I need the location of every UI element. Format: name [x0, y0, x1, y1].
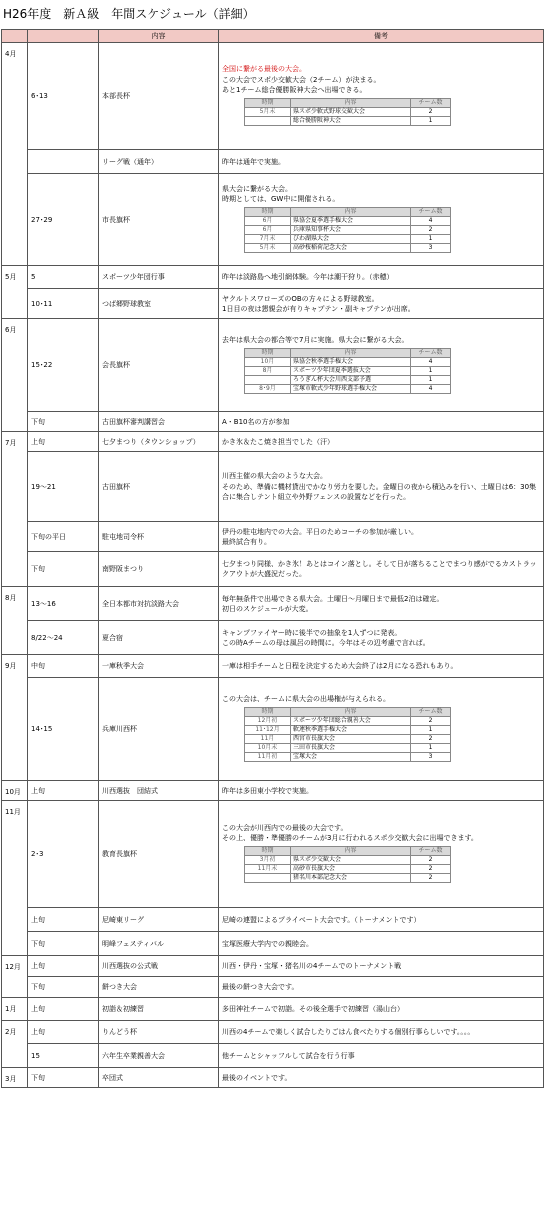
note-cell: [219, 319, 544, 412]
table-row: [2, 998, 544, 1021]
event-cell: 一庫秋季大会: [99, 655, 219, 678]
sub-cell: 2: [411, 226, 451, 235]
sub-table: [244, 98, 451, 126]
note-cell: [219, 150, 544, 174]
sub-table-row: [245, 226, 451, 235]
event-cell: 南野阪まつり: [99, 552, 219, 587]
event-cell: 六年生卒業親善大会: [99, 1044, 219, 1068]
sub-table-header: [245, 98, 451, 107]
table-row: [2, 319, 544, 412]
sub-cell: 2: [411, 874, 451, 883]
note-line: 宝塚医療大学内での親睦会。: [222, 939, 313, 948]
note-line: そのため、準備に機材貸出でかなり労力を要した。金曜日の夜から積込みを行い、土曜日は6：30集合に集合しテント組立や外野フェンスの設置などを行った。: [222, 482, 537, 501]
note-cell: [219, 432, 544, 452]
note-line: 七夕まつり同様、かき氷！あとはコイン落とし。そして日が落ちることでまつり感がでるカストラックアウトが大盛況だった。: [222, 560, 537, 579]
event-cell: 兵庫川西杯: [99, 678, 219, 781]
sub-cell: 10月: [245, 357, 291, 366]
header-content: 内容: [99, 30, 219, 43]
header-note: 備考: [219, 30, 544, 43]
date-cell: 19～21: [28, 452, 99, 522]
sub-cell: 1: [411, 235, 451, 244]
sub-header-cell: 時期: [245, 708, 291, 717]
note-cell: [219, 522, 544, 552]
date-cell: 15･22: [28, 319, 99, 412]
sub-cell: 5月末: [245, 244, 291, 253]
event-cell: りんどう杯: [99, 1021, 219, 1044]
note-line: 多田神社チームで初詣。その後全選手で初練習（湯山台）: [222, 1005, 404, 1014]
sub-cell: 10月末: [245, 744, 291, 753]
sub-table-row: [245, 366, 451, 375]
event-cell: 会長旗杯: [99, 319, 219, 412]
sub-cell: 4: [411, 357, 451, 366]
date-cell: 5: [28, 266, 99, 289]
sub-cell: [245, 874, 291, 883]
month-cell: 6月: [2, 319, 28, 432]
sub-table-row: [245, 856, 451, 865]
date-cell: [28, 150, 99, 174]
date-cell: 6･13: [28, 43, 99, 150]
note-line: 伊丹の駐屯地内での大会。平日のためコーチの参加が厳しい。: [222, 527, 418, 536]
note-cell: [219, 977, 544, 998]
sub-table-header: [245, 847, 451, 856]
table-row: [2, 522, 544, 552]
event-cell: リーグ戦（通年）: [99, 150, 219, 174]
table-row: [2, 1021, 544, 1044]
table-row: [2, 432, 544, 452]
sub-header-cell: 時期: [245, 208, 291, 217]
note-line: 時期としては、GW中に開催される。: [222, 195, 340, 204]
header-date: [28, 30, 99, 43]
note-cell: [219, 174, 544, 266]
sub-cell: 8･9月: [245, 384, 291, 393]
date-cell: 中旬: [28, 655, 99, 678]
event-cell: 古田旗杯: [99, 452, 219, 522]
sub-cell: 県協会秋季選手権大会: [291, 357, 411, 366]
sub-table: [244, 846, 451, 883]
note-line: 川西主催の県大会のような大会。: [222, 472, 327, 481]
note-cell: [219, 781, 544, 801]
sub-cell: 1: [411, 726, 451, 735]
month-cell: 10月: [2, 781, 28, 801]
sub-cell: 宝塚大会: [291, 753, 411, 762]
note-line: 初日のスケジュールが大変。: [222, 604, 313, 613]
note-cell: [219, 452, 544, 522]
sub-header-cell: 内容: [291, 348, 411, 357]
sub-table-row: [245, 235, 451, 244]
sub-table-row: [245, 865, 451, 874]
event-cell: 夏合宿: [99, 621, 219, 655]
sub-table-row: [245, 384, 451, 393]
sub-table-row: [245, 717, 451, 726]
sub-cell: 11月初: [245, 753, 291, 762]
sub-cell: 猪名川本部記念大会: [291, 874, 411, 883]
event-cell: 餅つき大会: [99, 977, 219, 998]
table-row: [2, 587, 544, 621]
sub-header-cell: チーム数: [411, 98, 451, 107]
note-line: 尼崎の連盟によるプライベート大会です。（トーナメントです）: [222, 915, 421, 924]
table-row: [2, 977, 544, 998]
date-cell: 下旬: [28, 552, 99, 587]
note-line: 他チームとシャッフルして試合を行う行事: [222, 1051, 355, 1060]
note-cell: [219, 908, 544, 932]
event-cell: 古田旗杯審判講習会: [99, 412, 219, 432]
event-cell: 駐屯地司令杯: [99, 522, 219, 552]
sub-cell: 2: [411, 856, 451, 865]
table-row: [2, 452, 544, 522]
date-cell: 上旬: [28, 1021, 99, 1044]
note-line: 昨年は淡路島へ地引網体験。今年は潮干狩り。（赤穂）: [222, 273, 394, 282]
sub-cell: 11･12月: [245, 726, 291, 735]
event-cell: 本部長杯: [99, 43, 219, 150]
table-row: [2, 552, 544, 587]
table-row: [2, 932, 544, 956]
note-line: この大会が川西内での最後の大会です。: [222, 824, 348, 832]
sub-cell: 4: [411, 217, 451, 226]
note-cell: [219, 678, 544, 781]
sub-table: [244, 348, 451, 394]
month-cell: 7月: [2, 432, 28, 587]
sub-table: [244, 207, 451, 253]
sub-cell: 1: [411, 116, 451, 125]
sub-cell: 2: [411, 735, 451, 744]
event-cell: スポーツ少年団行事: [99, 266, 219, 289]
event-cell: 卒団式: [99, 1068, 219, 1088]
table-row: [2, 781, 544, 801]
sub-cell: スポーツ少年団総合親善大会: [291, 717, 411, 726]
sub-cell: 西宮市長旗大会: [291, 735, 411, 744]
sub-table-row: [245, 744, 451, 753]
note-cell: [219, 587, 544, 621]
table-row: [2, 621, 544, 655]
event-cell: 教育長旗杯: [99, 801, 219, 908]
date-cell: 下旬: [28, 977, 99, 998]
sub-table-row: [245, 116, 451, 125]
note-cell: [219, 266, 544, 289]
table-row: [2, 43, 544, 150]
sub-cell: 高砂桜稲荷記念大会: [291, 244, 411, 253]
date-cell: 下旬: [28, 932, 99, 956]
note-line: その上、優勝・準優勝のチームが3月に行われるスポ少交歓大会に出場できます。: [222, 834, 478, 843]
sub-table-row: [245, 217, 451, 226]
date-cell: 下旬: [28, 1068, 99, 1088]
date-cell: 13～16: [28, 587, 99, 621]
note-line: 去年は県大会の都合等で7月に実施。県大会に繋がる大会。: [222, 335, 409, 344]
event-cell: つば郷野球教室: [99, 289, 219, 319]
sub-cell: 県協会夏季選手権大会: [291, 217, 411, 226]
month-cell: 2月: [2, 1021, 28, 1068]
sub-cell: 2: [411, 865, 451, 874]
sub-cell: 三田市長旗大会: [291, 744, 411, 753]
sub-cell: 1: [411, 375, 451, 384]
table-row: [2, 412, 544, 432]
month-cell: 1月: [2, 998, 28, 1021]
note-line: ヤクルトスワローズのOBの方々による野球教室。: [222, 294, 379, 303]
sub-table-row: [245, 874, 451, 883]
table-row: [2, 1044, 544, 1068]
date-cell: 上旬: [28, 781, 99, 801]
note-cell: [219, 998, 544, 1021]
month-cell: 12月: [2, 956, 28, 998]
sub-cell: 11月末: [245, 865, 291, 874]
sub-cell: 8月: [245, 366, 291, 375]
month-cell: 4月: [2, 43, 28, 266]
sub-cell: 県スポ少交歓大会: [291, 856, 411, 865]
note-cell: [219, 956, 544, 977]
sub-cell: 宝塚市軟式少年野球選手権大会: [291, 384, 411, 393]
note-line: 毎年無条件で出場できる県大会。土曜日～月曜日まで最低2泊は確定。: [222, 594, 444, 603]
sub-cell: 2: [411, 107, 451, 116]
note-line: 昨年は通年で実施。: [222, 157, 285, 166]
month-cell: 5月: [2, 266, 28, 319]
sub-cell: 12月初: [245, 717, 291, 726]
table-row: [2, 655, 544, 678]
note-cell: [219, 289, 544, 319]
note-cell: [219, 1044, 544, 1068]
event-cell: 尼崎東リーグ: [99, 908, 219, 932]
note-line: この時Aチームの母は風呂の時間に。今年はその辺考慮で言れば。: [222, 638, 430, 647]
sub-table-row: [245, 357, 451, 366]
header-month: [2, 30, 28, 43]
sub-cell: びわ湖県大会: [291, 235, 411, 244]
sub-cell: ろうぎん杯大会川西支部予選: [291, 375, 411, 384]
sub-table-row: [245, 244, 451, 253]
sub-header-cell: 内容: [291, 847, 411, 856]
table-row: [2, 174, 544, 266]
event-cell: 初詣＆初練習: [99, 998, 219, 1021]
note-line: A・B10名の方が参加: [222, 417, 290, 426]
table-row: [2, 956, 544, 977]
note-line: かき氷＆たこ焼き担当でした（汗）: [222, 437, 334, 446]
sub-header-cell: 内容: [291, 208, 411, 217]
note-cell: [219, 1068, 544, 1088]
sub-table-header: [245, 208, 451, 217]
date-cell: 15: [28, 1044, 99, 1068]
sub-header-cell: 時期: [245, 847, 291, 856]
table-row: [2, 678, 544, 781]
sub-cell: 1: [411, 366, 451, 375]
table-row: [2, 1068, 544, 1088]
table-row: [2, 266, 544, 289]
table-row: [2, 289, 544, 319]
sub-cell: 県スポ少軟式野球交歓大会: [291, 107, 411, 116]
sub-cell: 6月: [245, 226, 291, 235]
date-cell: 8/22～24: [28, 621, 99, 655]
note-cell: [219, 932, 544, 956]
note-cell: [219, 43, 544, 150]
sub-table-row: [245, 735, 451, 744]
note-line: 最終試合有り。: [222, 537, 271, 546]
table-row: [2, 150, 544, 174]
sub-header-cell: 内容: [291, 708, 411, 717]
note-line: この大会でスポ少交歓大会（2チーム）が決まる。: [222, 75, 381, 84]
event-cell: 七夕まつり（タウンショップ）: [99, 432, 219, 452]
date-cell: 上旬: [28, 908, 99, 932]
note-cell: [219, 621, 544, 655]
date-cell: 27･29: [28, 174, 99, 266]
event-cell: 川西選抜 団結式: [99, 781, 219, 801]
date-cell: 下旬: [28, 412, 99, 432]
month-cell: 9月: [2, 655, 28, 781]
sub-header-cell: 時期: [245, 348, 291, 357]
note-line: 昨年は多田東小学校で実施。: [222, 786, 313, 795]
month-cell: 11月: [2, 801, 28, 956]
month-cell: 8月: [2, 587, 28, 655]
note-highlight: 全国に繋がる最後の大会。: [222, 65, 306, 74]
sub-cell: 2: [411, 717, 451, 726]
sub-cell: 7月末: [245, 235, 291, 244]
table-row: [2, 801, 544, 908]
sub-cell: 軟連秋季選手権大会: [291, 726, 411, 735]
sub-header-cell: チーム数: [411, 847, 451, 856]
sub-header-cell: 内容: [291, 98, 411, 107]
note-line: 1日目の夜は懇親会が有りキャプテン・副キャプテンが出席。: [222, 304, 415, 313]
sub-cell: 兵庫県知事杯大会: [291, 226, 411, 235]
event-cell: 全日本都市対抗淡路大会: [99, 587, 219, 621]
table-row: [2, 908, 544, 932]
note-cell: [219, 1021, 544, 1044]
sub-table-header: [245, 708, 451, 717]
note-cell: [219, 552, 544, 587]
sub-table-row: [245, 726, 451, 735]
sub-cell: スポーツ少年団夏季選抜大会: [291, 366, 411, 375]
sub-header-cell: チーム数: [411, 208, 451, 217]
date-cell: 14･15: [28, 678, 99, 781]
sub-cell: [245, 375, 291, 384]
schedule-table: [1, 29, 544, 1088]
sub-header-cell: チーム数: [411, 708, 451, 717]
note-line: この大会は、チームに県大会の出場権が与えられる。: [222, 695, 390, 704]
sub-table: [244, 707, 451, 762]
sub-cell: 6月: [245, 217, 291, 226]
date-cell: 2･3: [28, 801, 99, 908]
note-line: あと1チーム総合優勝阪神大会へ出場できる。: [222, 85, 367, 94]
event-cell: 川西選抜の公式戦: [99, 956, 219, 977]
sub-table-header: [245, 348, 451, 357]
sub-cell: 4: [411, 384, 451, 393]
note-line: 一庫は相手チームと日程を決定するため大会終了は2月になる恐れもあり。: [222, 662, 458, 671]
note-cell: [219, 655, 544, 678]
note-cell: [219, 412, 544, 432]
sub-cell: 3: [411, 753, 451, 762]
sub-table-row: [245, 375, 451, 384]
note-line: 最後の餅つき大会です。: [222, 983, 299, 992]
date-cell: 上旬: [28, 432, 99, 452]
sub-cell: 11月: [245, 735, 291, 744]
sub-cell: 1: [411, 744, 451, 753]
sub-cell: 高砂市長旗大会: [291, 865, 411, 874]
note-line: 最後のイベントです。: [222, 1073, 292, 1082]
note-cell: [219, 801, 544, 908]
note-line: 川西・伊丹・宝塚・猪名川の4チームでのトーナメント戦: [222, 962, 402, 971]
sub-cell: 3月初: [245, 856, 291, 865]
sub-cell: 5月末: [245, 107, 291, 116]
date-cell: 上旬: [28, 956, 99, 977]
page-title: H26年度 新Ａ級 年間スケジュール（詳細）: [3, 7, 255, 21]
event-cell: 市長旗杯: [99, 174, 219, 266]
sub-table-row: [245, 107, 451, 116]
sub-cell: [245, 116, 291, 125]
date-cell: 10･11: [28, 289, 99, 319]
event-cell: 明峰フェスティバル: [99, 932, 219, 956]
month-cell: 3月: [2, 1068, 28, 1088]
table-header-row: [2, 30, 544, 43]
date-cell: 下旬の平日: [28, 522, 99, 552]
sub-cell: 3: [411, 244, 451, 253]
date-cell: 上旬: [28, 998, 99, 1021]
sub-table-row: [245, 753, 451, 762]
sub-header-cell: 時期: [245, 98, 291, 107]
note-line: 川西の4チームで楽しく試合したりごはん食べたりする個別行事らしいです。。。。: [222, 1028, 475, 1037]
note-line: 県大会に繋がる大会。: [222, 185, 292, 193]
sub-header-cell: チーム数: [411, 348, 451, 357]
sub-cell: 総合優勝阪神大会: [291, 116, 411, 125]
note-line: キャンプファイヤー時に後半での抽象を1人ずつに発表。: [222, 628, 402, 637]
